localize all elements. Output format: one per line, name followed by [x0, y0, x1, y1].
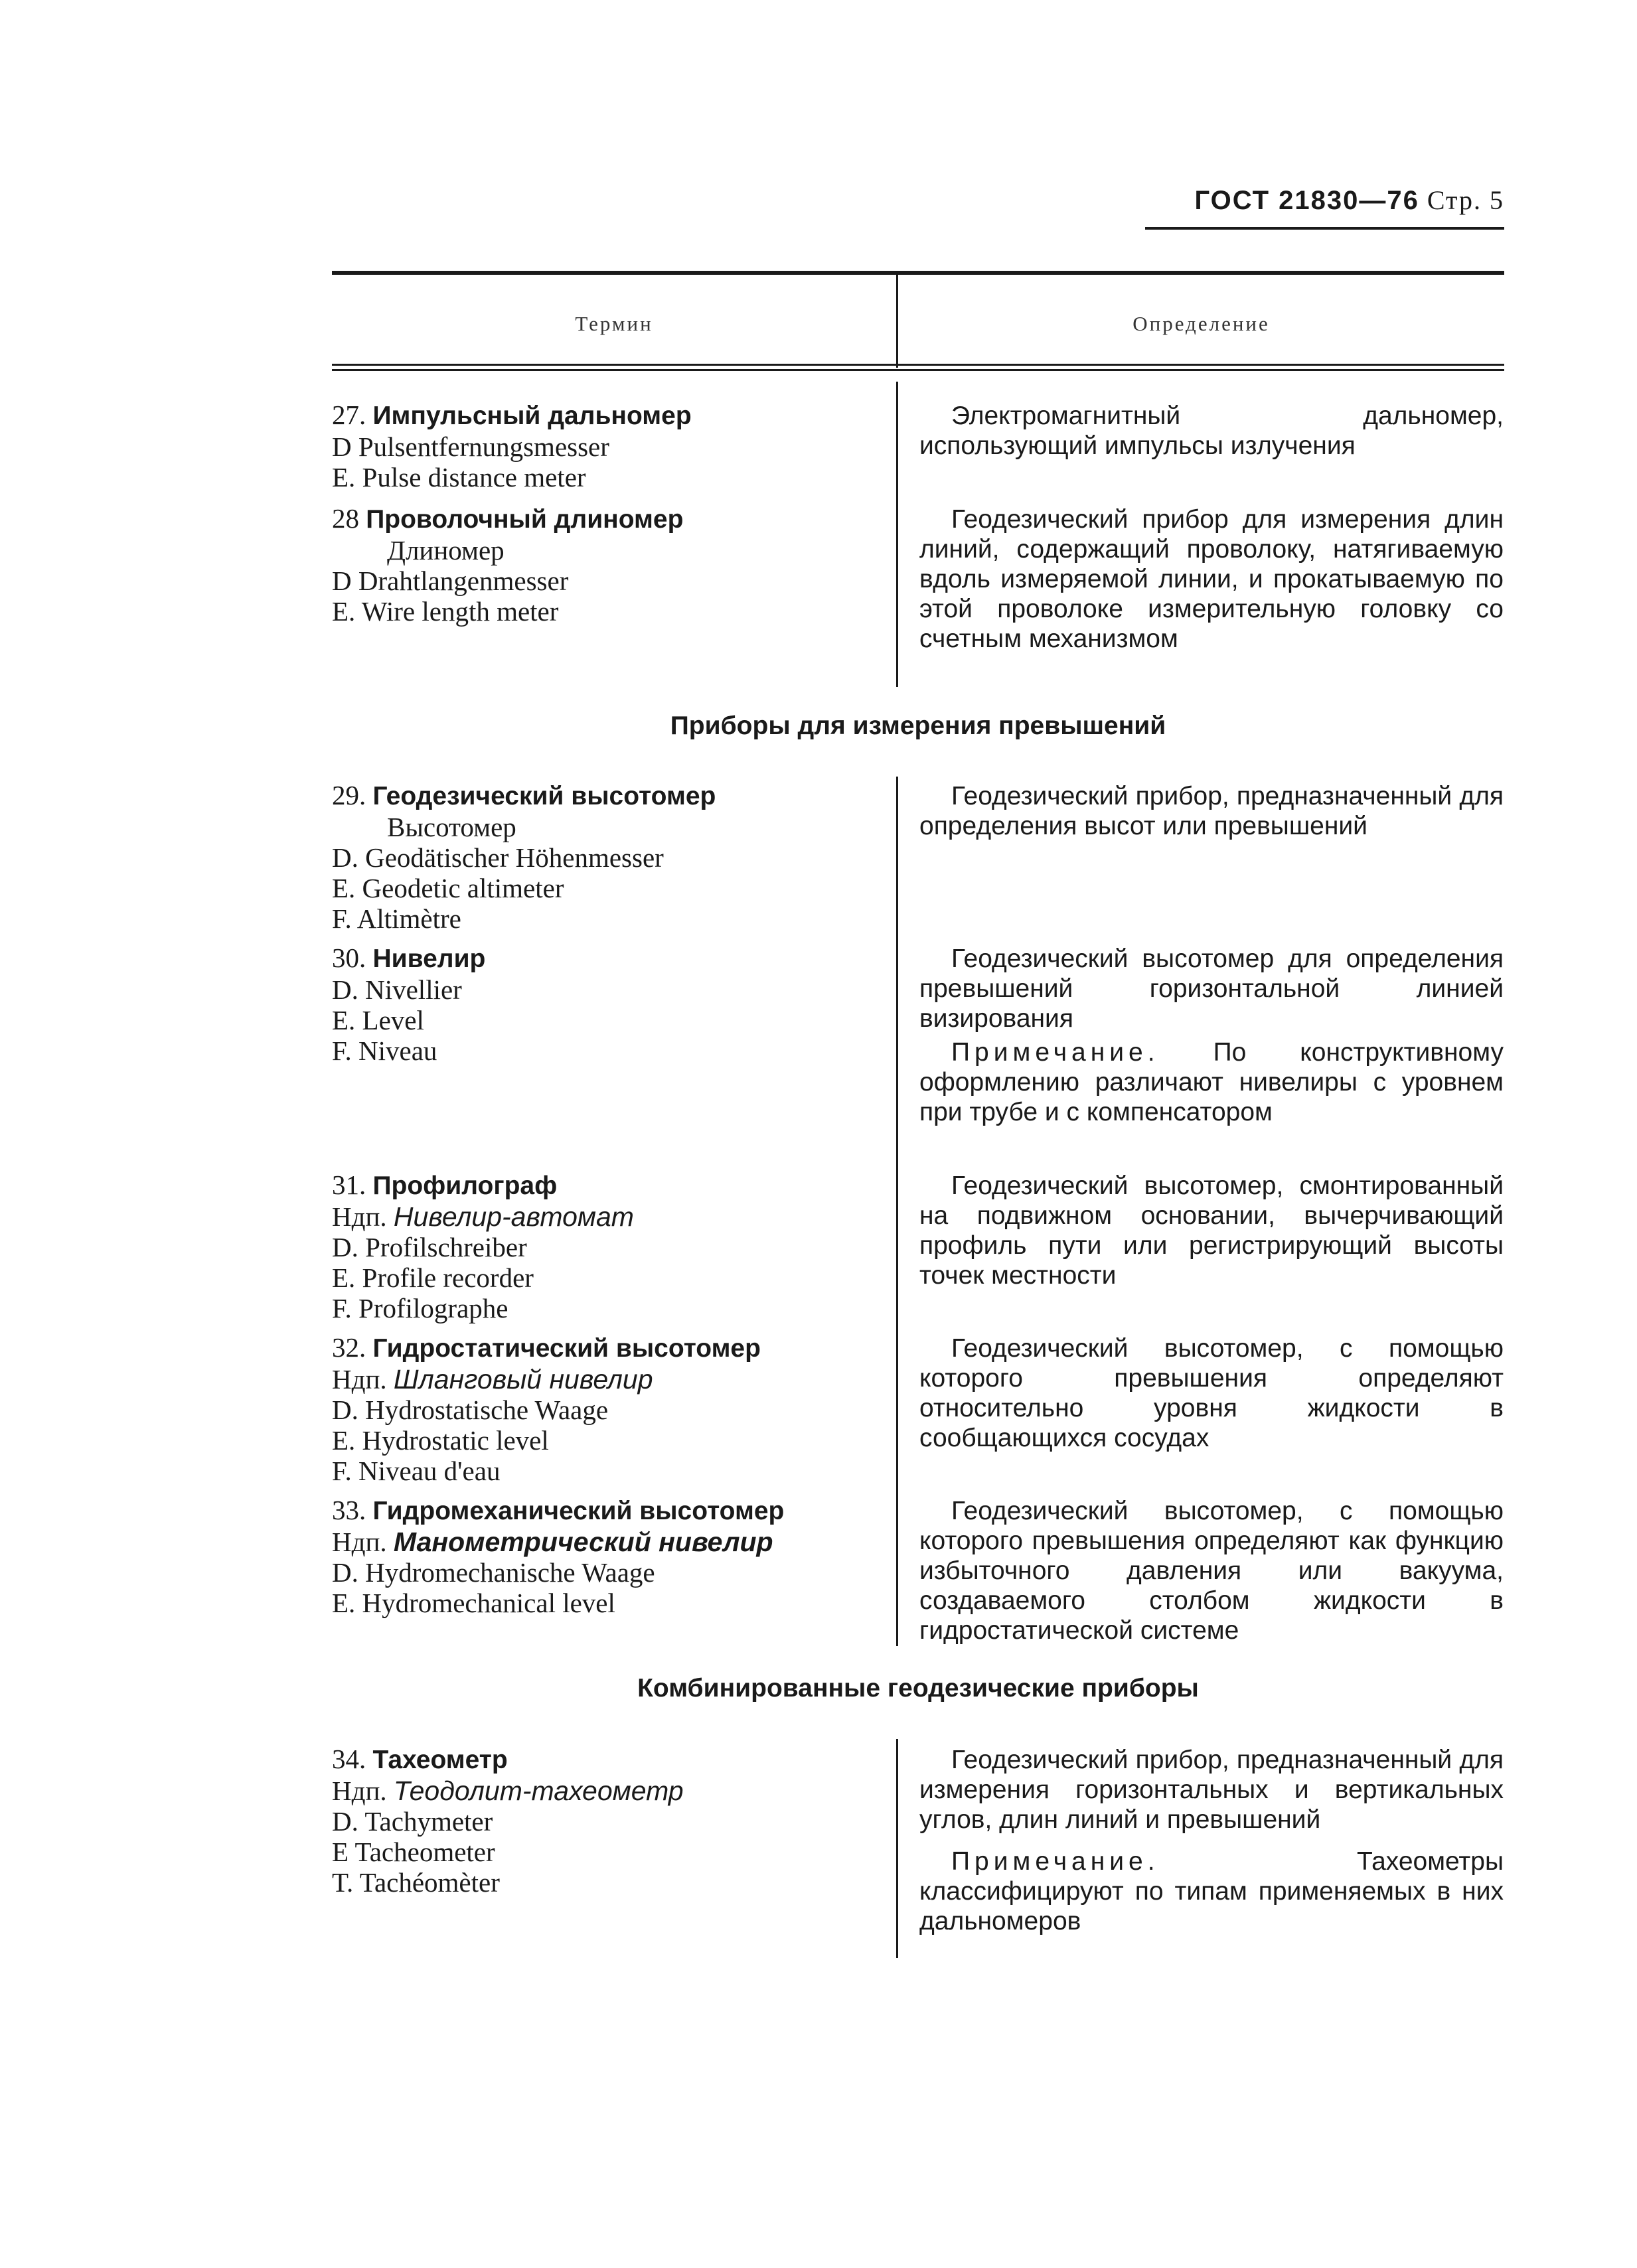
term-name: Проволочный длиномер: [366, 505, 684, 534]
definition-34: [919, 1745, 1504, 1936]
german-equivalent: D. Geodätischer Höhenmesser: [332, 842, 664, 873]
header-rule: [1145, 227, 1504, 230]
term-column-header: Термин: [575, 312, 653, 335]
note-label: Примечание.: [951, 1847, 1160, 1876]
entry-number: 30.: [332, 943, 366, 973]
section-heading: Комбинированные геодезические приборы: [637, 1674, 1199, 1702]
english-equivalent: E. Level: [332, 1005, 424, 1035]
german-equivalent: D. Tachymeter: [332, 1806, 493, 1837]
definition-text: Электромагнитный дальномер, использующий импульсы излучения: [919, 402, 1504, 460]
definition-28: [919, 504, 1504, 654]
entry-number: 34.: [332, 1744, 366, 1774]
ndp-term: Шланговый нивелир: [393, 1364, 653, 1395]
term-name: Профилограф: [372, 1172, 558, 1200]
page-header: [1194, 185, 1504, 216]
definition-note: [919, 1847, 1504, 1936]
french-equivalent: F. Niveau d'eau: [332, 1456, 501, 1486]
term-name: Гидростатический высотомер: [372, 1334, 761, 1363]
definition-text: Геодезический прибор, предназначенный для измерения горизонтальных и вертикальных углов, длин линий и превышений: [919, 1746, 1504, 1834]
term-entry-31: [332, 1170, 876, 1323]
german-equivalent: D. Hydromechanische Waage: [332, 1557, 655, 1588]
definition-29: [919, 781, 1504, 841]
definition-note: [919, 1037, 1504, 1127]
note-text: По конструктивному оформлению различают нивелиры с уровнем при трубе и с компенсатором: [919, 1038, 1504, 1126]
short-form: Длиномер: [387, 535, 505, 566]
entry-number: 33.: [332, 1495, 366, 1525]
definition-column-header: Определение: [1132, 312, 1270, 335]
ndp-term: Теодолит-тахеометр: [393, 1776, 684, 1806]
ndp-term: Нивелир-автомат: [393, 1201, 634, 1232]
short-form: Высотомер: [387, 812, 516, 842]
definition-32: [919, 1333, 1504, 1453]
definition-33: [919, 1496, 1504, 1645]
german-equivalent: D Drahtlangenmesser: [332, 566, 569, 596]
definition-30: [919, 944, 1504, 1127]
definition-text: Геодезический высотомер, с помощью которого превышения определяют относительно уровня жидкости в сообщающихся сосудах: [919, 1334, 1504, 1452]
section-heading: Приборы для измерения превышений: [670, 712, 1166, 740]
french-equivalent: T. Tachéomèter: [332, 1867, 500, 1898]
entry-number: 31.: [332, 1170, 366, 1200]
term-name: Геодезический высотомер: [372, 782, 716, 810]
german-equivalent: D Pulsentfernungsmesser: [332, 431, 609, 462]
english-equivalent: E. Hydromechanical level: [332, 1588, 615, 1618]
term-entry-34: [332, 1744, 876, 1898]
note-text: Тахеометры классифицируют по типам применяемых в них дальномеров: [919, 1847, 1504, 1935]
french-equivalent: F. Profilographe: [332, 1293, 508, 1323]
ndp-label: Ндп.: [332, 1364, 387, 1395]
term-name: Гидромеханический высотомер: [372, 1497, 785, 1525]
column-separator: [896, 1739, 898, 1958]
entry-number: 29.: [332, 780, 366, 810]
page-number: Стр. 5: [1427, 185, 1504, 215]
definition-27: [919, 401, 1504, 461]
english-equivalent: E. Wire length meter: [332, 596, 559, 627]
table-top-rule: [332, 271, 1504, 275]
note-label: Примечание.: [951, 1038, 1160, 1067]
ndp-term: Манометрический нивелир: [393, 1527, 773, 1557]
term-name: Импульсный дальномер: [372, 402, 692, 430]
german-equivalent: D. Nivellier: [332, 974, 462, 1005]
german-equivalent: D. Profilschreiber: [332, 1232, 527, 1262]
term-entry-28: [332, 503, 876, 627]
definition-text: Геодезический высотомер для определения превышений горизонтальной линией визирования: [919, 945, 1504, 1033]
ndp-label: Ндп.: [332, 1776, 387, 1806]
table-header-rule-2: [332, 369, 1504, 371]
french-equivalent: F. Niveau: [332, 1035, 437, 1066]
french-equivalent: F. Altimètre: [332, 903, 461, 934]
term-entry-30: [332, 943, 876, 1066]
term-name: Нивелир: [372, 945, 486, 973]
english-equivalent: E. Geodetic altimeter: [332, 873, 564, 903]
german-equivalent: D. Hydrostatische Waage: [332, 1395, 609, 1425]
standard-number: ГОСТ 21830—76: [1194, 186, 1419, 215]
definition-text: Геодезический прибор для измерения длин линий, содержащий проволоку, натягиваемую вдоль измеряемой линии, и прокатываемую по этой проволоке измерительную головку со счетным механизмом: [919, 505, 1504, 653]
term-entry-33: [332, 1495, 876, 1618]
column-separator: [896, 382, 898, 687]
english-equivalent: E. Pulse distance meter: [332, 462, 586, 492]
table-header-rule-1: [332, 364, 1504, 366]
english-equivalent: E. Profile recorder: [332, 1262, 534, 1293]
entry-number: 32.: [332, 1332, 366, 1363]
definition-text: Геодезический прибор, предназначенный для определения высот или превышений: [919, 782, 1504, 840]
ndp-label: Ндп.: [332, 1527, 387, 1557]
entry-number: 28: [332, 503, 359, 534]
ndp-label: Ндп.: [332, 1201, 387, 1232]
entry-number: 27.: [332, 400, 366, 430]
term-entry-27: [332, 400, 876, 492]
english-equivalent: E Tacheometer: [332, 1837, 495, 1867]
term-entry-29: [332, 780, 876, 934]
term-name: Тахеометр: [372, 1746, 508, 1774]
definition-text: Геодезический высотомер, смонтированный на подвижном основании, вычерчивающий профиль пути или регистрирующий высоты точек местности: [919, 1172, 1504, 1290]
definition-text: Геодезический высотомер, с помощью которого превышения определяют как функцию избыточного давления или вакуума, создаваемого столбом жидкости в гидростатической системе: [919, 1497, 1504, 1645]
definition-31: [919, 1171, 1504, 1290]
english-equivalent: E. Hydrostatic level: [332, 1425, 549, 1456]
column-separator: [896, 777, 898, 1646]
term-entry-32: [332, 1332, 876, 1486]
